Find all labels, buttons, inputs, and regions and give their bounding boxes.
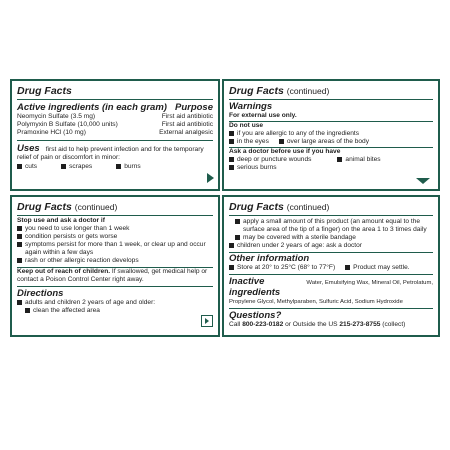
uses-text: relief of pain or discomfort in minor: [17, 154, 120, 161]
drug-facts-panel-1 [10, 79, 220, 191]
external-use-text: For external use only. [229, 112, 297, 119]
inactive-text: Propylene Glycol, Methylparaben, Sulfuric Acid, Sodium Hydroxide [229, 299, 403, 305]
divider [17, 286, 213, 287]
warning-item: deep or puncture wounds [229, 156, 311, 164]
other-info-heading: Other information [229, 253, 310, 264]
ask-doctor-heading: Ask a doctor before use if you have [229, 148, 341, 155]
uses-item: cuts [17, 163, 37, 171]
inactive-text: Water, Emulsifying Wax, Mineral Oil, Petrolatum, [306, 280, 433, 286]
questions-text: Call 800-223-0182 or Outside the US 215-273-8755 (collect) [229, 321, 406, 328]
divider [229, 274, 433, 275]
other-info-item: Product may settle. [345, 264, 409, 272]
warnings-heading: Warnings [229, 101, 273, 112]
continue-arrow-icon [201, 315, 213, 327]
divider [229, 215, 433, 216]
panel-title: Drug Facts (continued) [229, 201, 330, 213]
divider [229, 99, 433, 100]
stop-use-item: condition persists or gets worse [17, 233, 213, 241]
drug-facts-panel-3 [10, 195, 220, 337]
stop-use-item: you need to use longer than 1 week [17, 225, 213, 233]
stop-use-heading: Stop use and ask a doctor if [17, 217, 105, 224]
directions-item: children under 2 years of age: ask a doctor [229, 242, 433, 250]
continue-arrow-icon [416, 178, 430, 184]
drug-facts-panel-2 [222, 79, 440, 191]
ingredient-row: Neomycin Sulfate (3.5 mg) First aid antibiotic [17, 113, 213, 120]
panel-title: Drug Facts [17, 85, 72, 97]
stop-use-item: rash or other allergic reaction develops [17, 257, 213, 265]
questions-heading: Questions? [229, 310, 282, 321]
stop-use-item-cont: again within a few days [25, 249, 94, 256]
divider [17, 140, 213, 141]
divider [229, 308, 433, 309]
panel-title: Drug Facts (continued) [17, 201, 118, 213]
warning-item: serious burns [229, 164, 433, 172]
directions-item: may be covered with a sterile bandage [229, 234, 433, 242]
warning-item: over large areas of the body [279, 138, 369, 146]
directions-heading: Directions [17, 288, 64, 299]
keep-out-text: Keep out of reach of children. If swallowed, get medical help or [17, 268, 208, 275]
ingredient-row: Pramoxine HCl (10 mg) External analgesic [17, 129, 213, 136]
inactive-heading: Inactive ingredients [229, 276, 281, 298]
uses-text: first aid to help prevent infection and for the temporary [45, 146, 204, 153]
directions-item: clean the affected area [17, 307, 213, 315]
divider [17, 99, 213, 100]
warning-item: if you are allergic to any of the ingredients [229, 130, 433, 138]
continue-arrow-icon [207, 173, 214, 183]
panel-title: Drug Facts (continued) [229, 85, 330, 97]
ingredient-row: Polymyxin B Sulfate (10,000 units) First aid antibiotic [17, 121, 213, 128]
uses-item: scrapes [61, 163, 92, 171]
directions-item: adults and children 2 years of age and older: [17, 299, 213, 307]
do-not-use-heading: Do not use [229, 122, 264, 129]
directions-item-cont: surface area of the tip of a finger) on the area 1 to 3 times daily [243, 226, 427, 233]
other-info-item: Store at 20° to 25°C (68° to 77°F) [229, 264, 335, 272]
active-ingredients-header: Active ingredients (in each gram) [17, 102, 167, 113]
warning-item: in the eyes [229, 138, 269, 146]
uses-item: burns [116, 163, 141, 171]
divider [17, 215, 213, 216]
keep-out-text: contact a Poison Control Center right away. [17, 276, 144, 283]
uses-heading: Uses [17, 143, 40, 154]
warning-item: animal bites [337, 156, 380, 164]
purpose-header: Purpose [174, 102, 213, 113]
drug-facts-panel-4 [222, 195, 440, 337]
stop-use-item: symptoms persist for more than 1 week, or clear up and occur [17, 241, 213, 249]
directions-item: apply a small amount of this product (an amount equal to the [229, 218, 433, 226]
